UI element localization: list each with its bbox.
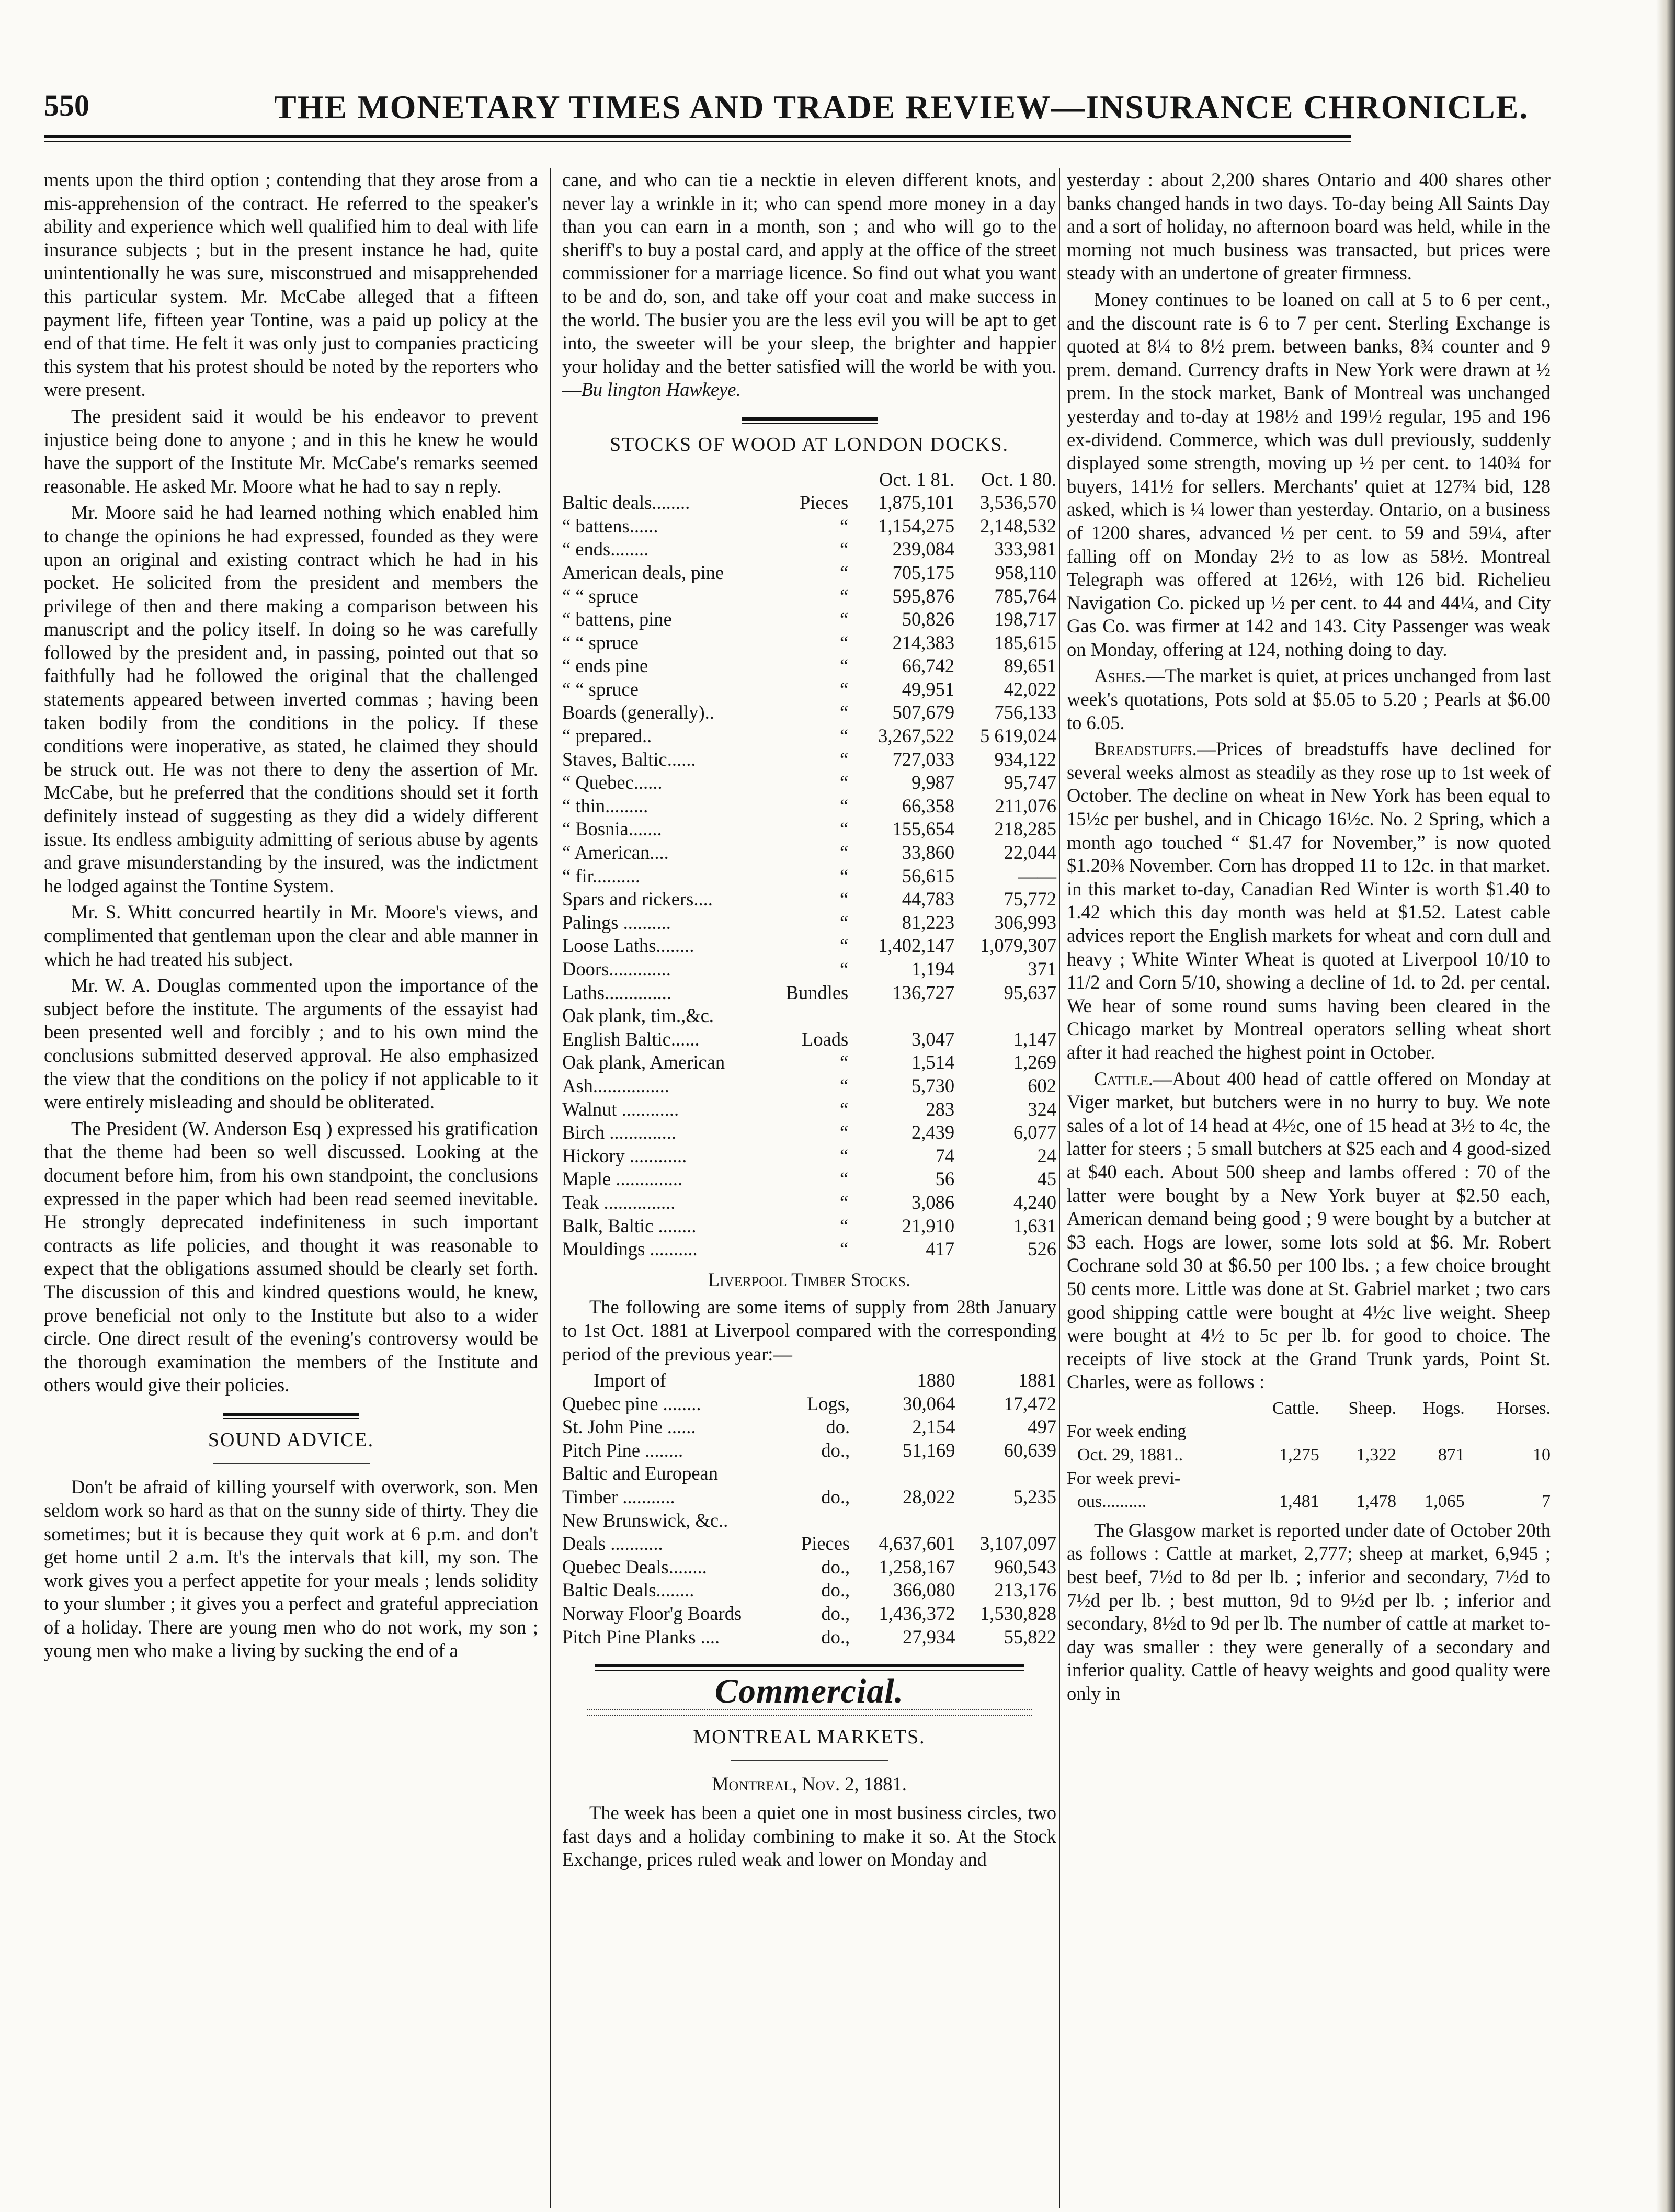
stocks-row-item: “ thin......... (562, 795, 648, 816)
stocks-row-b: 958,110 (995, 561, 1056, 583)
stocks-row (562, 748, 1056, 772)
liverpool-col-a: 1880 (917, 1369, 955, 1391)
stocks-row-unit: “ (840, 1168, 849, 1190)
stocks-row-unit: “ (840, 561, 849, 583)
stocks-row-unit: “ (840, 935, 849, 957)
stocks-row-b: 756,133 (994, 701, 1056, 723)
stocks-row (562, 911, 1056, 935)
stocks-row-b: 1,079,307 (980, 935, 1056, 957)
page-number: 550 (44, 88, 89, 122)
stocks-row (562, 958, 1056, 981)
liverpool-row-item: Timber ........... (562, 1486, 675, 1508)
stocks-row-a: 50,826 (902, 608, 955, 630)
liverpool-row (562, 1509, 1056, 1533)
stocks-row-item: Teak ............... (562, 1191, 676, 1213)
stocks-row-item: Loose Laths........ (562, 935, 694, 957)
stocks-row-unit: “ (840, 678, 849, 700)
stocks-row-b: 185,615 (994, 631, 1056, 653)
stocks-row-b: 602 (1028, 1074, 1056, 1096)
liverpool-row-item: Quebec Deals........ (562, 1556, 707, 1578)
stocks-row-item: Palings .......... (562, 911, 671, 933)
receipts-label: For week ending (1067, 1422, 1187, 1442)
stocks-row-item: “ Bosnia....... (562, 818, 662, 840)
liverpool-row-a: 1,436,372 (879, 1603, 955, 1625)
market-paragraph: yesterday : about 2,200 shares Ontario and 400 shares other banks changed hands in two days. To-day being All Saints Day and a sort of holiday, no afternoon board was held, while in the morning not much business was transacted, but prices were steady with an undertone of greater firmness. (1067, 169, 1551, 284)
liverpool-row-unit: do., (821, 1603, 850, 1625)
cattle-text: —About 400 head of cattle offered on Monday at Viger market, but butchers were in no hurry to buy. We note sales of a lot of 14 head at 4½c, one of 15 head at 3½ to 4c, the latter for steers ; 5 small butchers at $25 each and 4 good-sized at $40 each. About 500 sheep and lambs offered : 70 of the latter were bought by a New York buyer at $2.50 each, American demand being good ; 9 were bought by a butcher at $3 each. Hogs are lower, some lots sold at $6. Mr. Robert Cochrane sold 30 at $6.50 per 100 lbs. ; a few choice brought 50 cents more. Little was done at St. Gabriel market ; two cars good shipping cattle were bought at 4½c live weight. Sheep were bought at 4½ to 5c per lb. for good to choice. The receipts of live stock at the Grand Trunk yards, Point St. Charles, were as follows : (1067, 1068, 1551, 1393)
stocks-row-b: 75,772 (1004, 888, 1056, 910)
stocks-row-a: 74 (935, 1144, 955, 1166)
stocks-row-a: 5,730 (911, 1074, 955, 1096)
stocks-row-b (954, 1004, 1056, 1028)
stocks-row-item: Ash................ (562, 1074, 669, 1096)
stocks-row-a: 155,654 (892, 818, 955, 840)
stocks-row-b: 371 (1028, 958, 1056, 980)
receipts-value: 10 (1533, 1445, 1551, 1465)
receipts-label: For week previ- (1067, 1468, 1181, 1488)
dateline: Montreal, Nov. 2, 1881. (712, 1773, 907, 1795)
stocks-row-item: Doors............. (562, 958, 671, 980)
liverpool-row-item: St. John Pine ...... (562, 1416, 696, 1438)
stocks-row-item: “ battens...... (562, 515, 658, 537)
stocks-row-a: 136,727 (892, 981, 955, 1003)
sound-advice-text: Don't be afraid of killing yourself with overwork, son. Men seldom work so hard as that on the sunny side of thirty. They die sometimes; but it is because they quit work at 6 p.m. and don't get home until 2 a.m. It's the intervals that kill, my son. The work gives you a perfect appetite for your meals ; lends solidity to your slumber ; it gives you a perfect and grateful appreciation of a holiday. There are young men who do not work, my son ; young men who make a living by sucking the end of a (44, 1476, 538, 1661)
stocks-row-b: 934,122 (994, 748, 1056, 770)
stocks-row-a: 1,514 (911, 1051, 955, 1073)
receipts-value: 871 (1438, 1445, 1465, 1465)
stocks-row-item: Baltic deals........ (562, 492, 690, 514)
liverpool-row-a: 1,258,167 (879, 1556, 955, 1578)
liverpool-row-unit: do., (821, 1626, 850, 1648)
receipts-value: 1,065 (1425, 1492, 1465, 1512)
liverpool-row-b: 60,639 (1004, 1439, 1056, 1461)
stocks-row-b: 1,631 (1013, 1215, 1056, 1237)
stocks-row-b: 211,076 (995, 795, 1056, 816)
liverpool-row (562, 1439, 1056, 1462)
liverpool-row-b: 55,822 (1004, 1626, 1056, 1648)
stocks-row (562, 1028, 1056, 1051)
stocks-row-item: Laths.............. (562, 981, 671, 1003)
stocks-row-b: 1,269 (1013, 1051, 1056, 1073)
stocks-row-b: 3,536,570 (980, 492, 1056, 514)
stocks-row (562, 1167, 1056, 1191)
stocks-row-item: “ “ spruce (562, 631, 639, 653)
stocks-row-b: 306,993 (994, 911, 1056, 933)
stocks-row-a: 1,402,147 (878, 935, 955, 957)
column-divider-1 (550, 168, 551, 2208)
liverpool-row-unit: Logs, (807, 1392, 850, 1414)
receipts-label: Oct. 29, 1881.. (1077, 1445, 1183, 1465)
cattle-label: Cattle. (1094, 1068, 1153, 1090)
stocks-row-b: 24 (1037, 1144, 1056, 1166)
stocks-row-item: “ American.... (562, 842, 669, 864)
heading-rule (731, 1760, 888, 1761)
receipts-header: Horses. (1497, 1398, 1551, 1418)
stocks-row-item: “ prepared.. (562, 725, 652, 747)
commercial-heading: Commercial. (714, 1672, 904, 1711)
liverpool-row (562, 1626, 1056, 1649)
ashes-label: Ashes. (1094, 665, 1146, 687)
stocks-row (562, 841, 1056, 865)
stocks-row (562, 585, 1056, 608)
stocks-row (562, 678, 1056, 701)
stocks-row (562, 1098, 1056, 1121)
stocks-row (562, 1004, 1056, 1028)
liverpool-row-unit: do. (826, 1416, 850, 1438)
liverpool-table (562, 1369, 1056, 1649)
header-rule (44, 135, 1351, 142)
stocks-row-unit (768, 1004, 853, 1028)
stocks-row (562, 701, 1056, 724)
stocks-row-unit: “ (840, 631, 849, 653)
stocks-row (562, 608, 1056, 631)
stocks-row-item: Birch .............. (562, 1121, 676, 1143)
stocks-row-unit: “ (840, 748, 849, 770)
liverpool-row-item: Quebec pine ........ (562, 1392, 701, 1414)
stocks-row (562, 561, 1056, 585)
stocks-row-item: Boards (generally).. (562, 701, 714, 723)
stocks-row (562, 771, 1056, 795)
stocks-row-b: 1,147 (1013, 1028, 1056, 1050)
stocks-row-item: Balk, Baltic ........ (562, 1215, 697, 1237)
receipts-header: Hogs. (1422, 1398, 1465, 1418)
section-divider (223, 1413, 359, 1419)
liverpool-row-unit: do., (821, 1579, 850, 1601)
liverpool-row-a: 4,637,601 (879, 1533, 955, 1555)
liverpool-row-unit (788, 1462, 854, 1485)
ashes-text: —The market is quiet, at prices unchanged from last week's quotations, Pots sold at $5.05 to 5.20 ; Pearls at $6.00 to 6.05. (1067, 665, 1551, 733)
stocks-row-item: Staves, Baltic...... (562, 748, 696, 770)
liverpool-row-b: 3,107,097 (980, 1533, 1056, 1555)
stocks-row-b: 95,637 (1004, 981, 1056, 1003)
liverpool-row (562, 1415, 1056, 1439)
stocks-row (562, 1121, 1056, 1144)
page-header (44, 88, 1529, 130)
heading-rule (213, 1463, 370, 1464)
stocks-row-unit: “ (840, 515, 849, 537)
liverpool-row-item: Baltic and European (562, 1462, 718, 1484)
stocks-heading: STOCKS OF WOOD AT LONDON DOCKS. (610, 433, 1009, 456)
column-2 (562, 168, 1056, 1875)
market-paragraph: Money continues to be loaned on call at 5 to 6 per cent., and the discount rate is 6 to 7 per cent. Sterling Exchange is quoted at 8¼ to 8½ prem. between banks, 8¾ counter and 9 prem. demand. Currency drafts in New York were drawn at ½ prem. In the stock market, Bank of Montreal was unchanged yesterday and to-day at 198½ and 199½ regular, 195 and 196 ex-dividend. Commerce, which was dull previously, suddenly displayed some strength, moving up ½ per cent. to 140¾ for buyers, 141½ for sellers. Merchants' quiet at 127¾ bid, 128 asked, which is ¼ lower than yesterday. Ontario, on a business of 1200 shares, advanced ½ per cent. to 59 and 59¼, after falling off on Monday 2½ to as low as 58½. Montreal Telegraph was offered at 126½, with 126 bid. Richelieu Navigation Co. picked up ½ per cent. to 44 and 44¼, and City Gas Co. was firmer at 142 and 143. City Passenger was weak on Monday, offering at 124, nothing doing to day. (1067, 288, 1551, 660)
liverpool-row-b (955, 1509, 1056, 1533)
stocks-row-item: Oak plank, American (562, 1051, 725, 1073)
stocks-row-b: 198,717 (994, 608, 1056, 630)
column-divider-2 (1059, 168, 1060, 2208)
stocks-row-item: Walnut ............ (562, 1098, 679, 1120)
liverpool-row-a (854, 1509, 955, 1533)
stocks-row-a: 283 (926, 1098, 955, 1120)
page-edge-shadow (1656, 0, 1675, 2212)
stocks-row-b: 45 (1037, 1168, 1056, 1190)
receipts-value: 7 (1542, 1492, 1551, 1512)
stocks-row-a: 9,987 (911, 772, 955, 793)
liverpool-row (562, 1556, 1056, 1579)
stocks-row-unit: “ (840, 772, 849, 793)
stocks-row-item: Mouldings .......... (562, 1238, 698, 1260)
stocks-row-a: 66,742 (902, 655, 955, 677)
stocks-row-a: 66,358 (902, 795, 955, 816)
liverpool-row-item: Baltic Deals........ (562, 1579, 694, 1601)
stocks-row-unit: “ (840, 795, 849, 816)
continued-source: Bu lington Hawkeye. (581, 379, 741, 401)
liverpool-header-row (562, 1369, 1056, 1392)
liverpool-row-a: 51,169 (903, 1439, 955, 1461)
liverpool-row-a: 366,080 (893, 1579, 955, 1601)
stocks-col-a: Oct. 1 81. (879, 468, 955, 490)
stocks-row-b: 22,044 (1004, 842, 1056, 864)
stocks-row-b: 333,981 (994, 538, 1056, 560)
stocks-row-item: “ ends pine (562, 655, 648, 677)
liverpool-row-b (955, 1462, 1056, 1485)
stocks-row (562, 724, 1056, 748)
stocks-row-item: “ Quebec...... (562, 772, 663, 793)
breadstuffs-text: —Prices of breadstuffs have declined for several weeks almost as steadily as they rose up to 1st week of October. The decline on wheat in New York has been equal to 15½c per bushel, and in Chicago 16½c. No. 2 Spring, which a month ago touched “ $1.47 for November,” is now quoted $1.20⅜ November. Corn has dropped 11 to 12c. in that market. in this market to-day, Canadian Red Winter is worth $1.40 to 1.42 which this day month was held at $1.52. Latest cable advices report the English markets for wheat and corn dull and heavy ; White Winter Wheat is quoted at Liverpool 10/10 to 11/2 and Corn 5/10, showing a decline of 1d. to 2d. per cental. We hear of some round sums having been cleared in the Chicago market by Montreal operators selling wheat short after it had reached the highest point in October. (1067, 738, 1551, 1063)
stocks-row-unit: “ (840, 1215, 849, 1237)
article-paragraph: The President (W. Anderson Esq ) expressed his gratification that the theme had been so well discussed. Looking at the document before him, from his own standpoint, the conclusions expressed in the paper which had been read seemed inevitable. He strongly deprecated indefiniteness in such important contracts as life policies, and thought it was reasonable to expect that the obligations assumed should be clearly set forth. The discussion of this and kindred questions would, he knew, prove beneficial not only to the Institute but also to a wider circle. One direct result of the evening's controversy would be the thorough examination the members of the Institute and others would give their policies. (44, 1117, 538, 1396)
stocks-row-a: 3,047 (911, 1028, 955, 1050)
stocks-row-a: 1,875,101 (878, 492, 955, 514)
stocks-row-unit: “ (840, 585, 849, 607)
stocks-row-a: 1,154,275 (878, 515, 955, 537)
ashes-paragraph (1067, 664, 1551, 734)
stocks-row-unit: “ (840, 911, 849, 933)
stocks-row-b: 324 (1028, 1098, 1056, 1120)
stocks-row (562, 888, 1056, 911)
liverpool-row (562, 1579, 1056, 1602)
breadstuffs-paragraph (1067, 738, 1551, 1064)
receipts-label: ous.......... (1077, 1492, 1147, 1512)
stocks-row-a: 33,860 (902, 842, 955, 864)
stocks-row (562, 1144, 1056, 1168)
article-paragraph: ments upon the third option ; contending that they arose from a mis-apprehension of the contract. He referred to the speaker's ability and experience which well qualified him to deal with life insurance subjects ; but in the present instance he had, quite unintentionally he was sure, misconstrued and misapprehended this particular system. Mr. McCabe alleged that a fifteen payment life, fifteen year Tontine, was a paid up policy at the end of that time. He felt it was only just to companies practicing this system that his protest should be noted by the reporters who were present. (44, 169, 538, 401)
liverpool-row (562, 1462, 1056, 1485)
liverpool-row-item: Deals ........... (562, 1533, 663, 1555)
section-divider (742, 417, 878, 424)
stocks-row (562, 1215, 1056, 1238)
stocks-row-b: 42,022 (1004, 678, 1056, 700)
section-divider (595, 1664, 1024, 1671)
stocks-row-unit: “ (840, 1144, 849, 1166)
stocks-row-a: 595,876 (892, 585, 955, 607)
stocks-row-item: Hickory ............ (562, 1144, 687, 1166)
article-paragraph: The president said it would be his endeavor to prevent injustice being done to anyone ; and in this he knew he would have the support of the Institute Mr. McCabe's remarks seemed reasonable. He asked Mr. Moore what he had to say n reply. (44, 405, 538, 497)
stocks-row (562, 631, 1056, 655)
liverpool-row-item: Pitch Pine Planks .... (562, 1626, 720, 1648)
stocks-row-a: 2,439 (911, 1121, 955, 1143)
liverpool-row-item: Norway Floor'g Boards (562, 1603, 742, 1625)
receipts-value: 1,481 (1279, 1492, 1319, 1512)
stocks-row-a: 81,223 (902, 911, 955, 933)
liverpool-head-label: Import of (594, 1369, 666, 1391)
stocks-row-a: 417 (926, 1238, 955, 1260)
stocks-row-item: American deals, pine (562, 561, 724, 583)
stocks-row-item: Maple .............. (562, 1168, 683, 1190)
stocks-row-item: “ fir.......... (562, 865, 641, 887)
stocks-col-b: Oct. 1 80. (981, 468, 1056, 490)
stocks-row (562, 1191, 1056, 1215)
stocks-row (562, 865, 1056, 888)
markets-heading: MONTREAL MARKETS. (693, 1726, 926, 1748)
liverpool-row-a: 28,022 (903, 1486, 955, 1508)
stocks-row-a: 705,175 (892, 561, 955, 583)
stocks-row-a: 44,783 (902, 888, 955, 910)
stocks-row-b: 785,764 (994, 585, 1056, 607)
stocks-row-a: 56 (935, 1168, 955, 1190)
stocks-row-unit: Pieces (800, 492, 849, 514)
stocks-row-b: 5 619,024 (980, 725, 1056, 747)
stocks-row-b: 89,651 (1004, 655, 1056, 677)
liverpool-row-unit: do., (821, 1439, 850, 1461)
receipts-value: 1,275 (1279, 1445, 1319, 1465)
stocks-header-row (562, 468, 1056, 492)
stocks-row-unit: “ (840, 608, 849, 630)
stocks-row-item: “ ends........ (562, 538, 649, 560)
receipts-value: 1,322 (1356, 1445, 1397, 1465)
stocks-row-a: 239,084 (892, 538, 955, 560)
stocks-row-unit: “ (840, 1121, 849, 1143)
liverpool-intro: The following are some items of supply from 28th January to 1st Oct. 1881 at Liverpool compared with the corresponding period of the previous year:— (562, 1296, 1056, 1365)
stocks-row-b: 218,285 (994, 818, 1056, 840)
stocks-row-unit: “ (840, 701, 849, 723)
stocks-table (562, 468, 1056, 1261)
liverpool-heading: Liverpool Timber Stocks. (708, 1268, 911, 1290)
stocks-row (562, 818, 1056, 841)
liverpool-row-item: New Brunswick, &c.. (562, 1509, 728, 1531)
stocks-row (562, 1074, 1056, 1098)
receipts-row (1067, 1490, 1551, 1514)
receipts-row (1067, 1420, 1551, 1444)
liverpool-row (562, 1485, 1056, 1509)
stocks-row (562, 654, 1056, 678)
article-paragraph: Mr. Moore said he had learned nothing which enabled him to change the opinions he had expressed, founded as they were upon an original and existing contract which he had in his pocket. He solicited from the president and members the privilege of then and there making a comparison between his manuscript and the policy itself. In doing so he was carefully followed by the president and, in passing, pointed out that so faithfully had he followed the original that the challenged statements appeared between inverted commas ; having been taken bodily from the conditions in the policy. If these conditions were inoperative, as stated, he claimed they should be struck out. He was not there to deny the assertion of Mr. McCabe, but he preferred that the conditions should set it forth definitely instead of suggesting as they did a widely different issue. Its endless ambiguity admitting of serious abuse by agents and grave misunderstanding by the insured, was the indictment he lodged against the Tontine System. (44, 502, 538, 897)
markets-intro: The week has been a quiet one in most business circles, two fast days and a holiday combining to make it so. At the Stock Exchange, prices ruled weak and lower on Monday and (562, 1802, 1056, 1870)
stocks-row-b: —— (1018, 865, 1056, 887)
stocks-row-b: 2,148,532 (980, 515, 1056, 537)
liverpool-row-a: 27,934 (903, 1626, 955, 1648)
stocks-row-unit: “ (840, 865, 849, 887)
stocks-row (562, 538, 1056, 561)
stocks-row-unit: “ (840, 655, 849, 677)
stocks-row (562, 491, 1056, 515)
receipts-value: 1,478 (1356, 1492, 1397, 1512)
column-3 (1067, 168, 1551, 1709)
receipts-table (1067, 1397, 1551, 1514)
liverpool-col-b: 1881 (1018, 1369, 1056, 1391)
stocks-row-unit: “ (840, 888, 849, 910)
article-paragraph: Mr. W. A. Douglas commented upon the importance of the subject before the institute. The arguments of the essayist had been presented well and forcibly ; and to his own mind the conclusions submitted deserved approval. He also emphasized the view that the conditions on the policy if not applicable to it were entirely misleading and should be obliterated. (44, 974, 538, 1113)
publication-title: THE MONETARY TIMES AND TRADE REVIEW—INSURANCE CHRONICLE. (274, 88, 1529, 126)
stocks-row-b: 526 (1028, 1238, 1056, 1260)
liverpool-row-unit: Pieces (801, 1533, 850, 1555)
stocks-row-a: 3,267,522 (878, 725, 955, 747)
stocks-row (562, 981, 1056, 1005)
receipts-header: Sheep. (1348, 1398, 1397, 1418)
stocks-row-unit: “ (840, 725, 849, 747)
liverpool-row-b: 17,472 (1004, 1392, 1056, 1414)
stocks-row-a: 1,194 (911, 958, 955, 980)
liverpool-row-b: 497 (1028, 1416, 1056, 1438)
stocks-row-item: Oak plank, tim.,&c. (562, 1005, 714, 1027)
liverpool-row-a: 2,154 (912, 1416, 955, 1438)
stocks-row-unit: “ (840, 538, 849, 560)
stocks-row-a: 507,679 (892, 701, 955, 723)
stocks-row-b: 95,747 (1004, 772, 1056, 793)
receipts-row (1067, 1467, 1551, 1491)
stocks-row-item: English Baltic...... (562, 1028, 700, 1050)
stocks-row-a: 214,383 (892, 631, 955, 653)
glasgow-paragraph: The Glasgow market is reported under date of October 20th as follows : Cattle at market, 2,777; sheep at market, 6,945 ; best beef, 7½d to 8d per lb. ; inferior and secondary, 7½d to 7½d per lb. ; best mutton, 9d to 9½d per lb. ; inferior and secondary, 8½d to 9d per lb. The number of cattle at market to-day was smaller : they were generally of a secondary and inferior quality. Cattle of heavy weights and good quality were only in (1067, 1519, 1551, 1704)
liverpool-row-unit: do., (821, 1556, 850, 1578)
stocks-row (562, 934, 1056, 958)
continued-text (562, 168, 1056, 402)
stocks-row-item: Spars and rickers.... (562, 888, 713, 910)
sound-advice-heading: SOUND ADVICE. (208, 1428, 374, 1451)
stocks-row-a: 56,615 (902, 865, 955, 887)
liverpool-row-unit: do., (821, 1486, 850, 1508)
stocks-row-item: “ “ spruce (562, 585, 639, 607)
stocks-row-a: 3,086 (911, 1191, 955, 1213)
continued-body: cane, and who can tie a necktie in eleven different knots, and never lay a wrinkle in it; who can spend more money in a day than you can earn in a month, son ; and who will go to the sheriff's to buy a postal card, and apply at the office of the street commissioner for a marriage licence. So find out what you want to be and do, son, and take off your coat and make success in the world. The busier you are the less evil you will be apt to get into, the sweeter will be your sleep, the brighter and happier your holiday and the better satisfied will the world be with you.— (562, 169, 1056, 401)
stocks-row-unit: “ (840, 818, 849, 840)
stocks-row-a: 727,033 (892, 748, 955, 770)
stocks-row (562, 515, 1056, 538)
liverpool-row (562, 1602, 1056, 1626)
stocks-row-unit: Bundles (785, 981, 849, 1003)
liverpool-row-item: Pitch Pine ........ (562, 1439, 683, 1461)
stocks-row (562, 795, 1056, 818)
stocks-row-unit: “ (840, 842, 849, 864)
liverpool-row (562, 1532, 1056, 1556)
stocks-row-b: 4,240 (1013, 1191, 1056, 1213)
stocks-row-item: “ “ spruce (562, 678, 639, 700)
liverpool-row-a: 30,064 (903, 1392, 955, 1414)
liverpool-row-unit (788, 1509, 854, 1533)
stocks-row-unit: “ (840, 958, 849, 980)
column-1 (44, 168, 538, 1665)
stocks-row (562, 1051, 1056, 1074)
stocks-row (562, 1238, 1056, 1261)
receipts-header-row (1067, 1397, 1551, 1421)
stocks-row-a: 21,910 (902, 1215, 955, 1237)
stocks-row-a (852, 1004, 954, 1028)
receipts-row (1067, 1444, 1551, 1467)
receipts-header: Cattle. (1272, 1398, 1319, 1418)
cattle-paragraph (1067, 1068, 1551, 1394)
article-paragraph: Mr. S. Whitt concurred heartily in Mr. Moore's views, and complimented that gentleman upon the clear and able manner in which he had treated his subject. (44, 901, 538, 970)
stocks-row-unit: “ (840, 1238, 849, 1260)
liverpool-row-a (854, 1462, 955, 1485)
stocks-row-a: 49,951 (902, 678, 955, 700)
liverpool-row-b: 960,543 (994, 1556, 1056, 1578)
stocks-row-unit: “ (840, 1098, 849, 1120)
stocks-row-item: “ battens, pine (562, 608, 672, 630)
stocks-row-unit: “ (840, 1191, 849, 1213)
liverpool-row-b: 1,530,828 (980, 1603, 1056, 1625)
stocks-row-unit: “ (840, 1051, 849, 1073)
breadstuffs-label: Breadstuffs. (1094, 738, 1197, 760)
liverpool-row-b: 213,176 (994, 1579, 1056, 1601)
stocks-row-b: 6,077 (1013, 1121, 1056, 1143)
liverpool-row (562, 1392, 1056, 1416)
stocks-row-unit: “ (840, 1074, 849, 1096)
stocks-row-unit: Loads (802, 1028, 849, 1050)
liverpool-row-b: 5,235 (1013, 1486, 1056, 1508)
